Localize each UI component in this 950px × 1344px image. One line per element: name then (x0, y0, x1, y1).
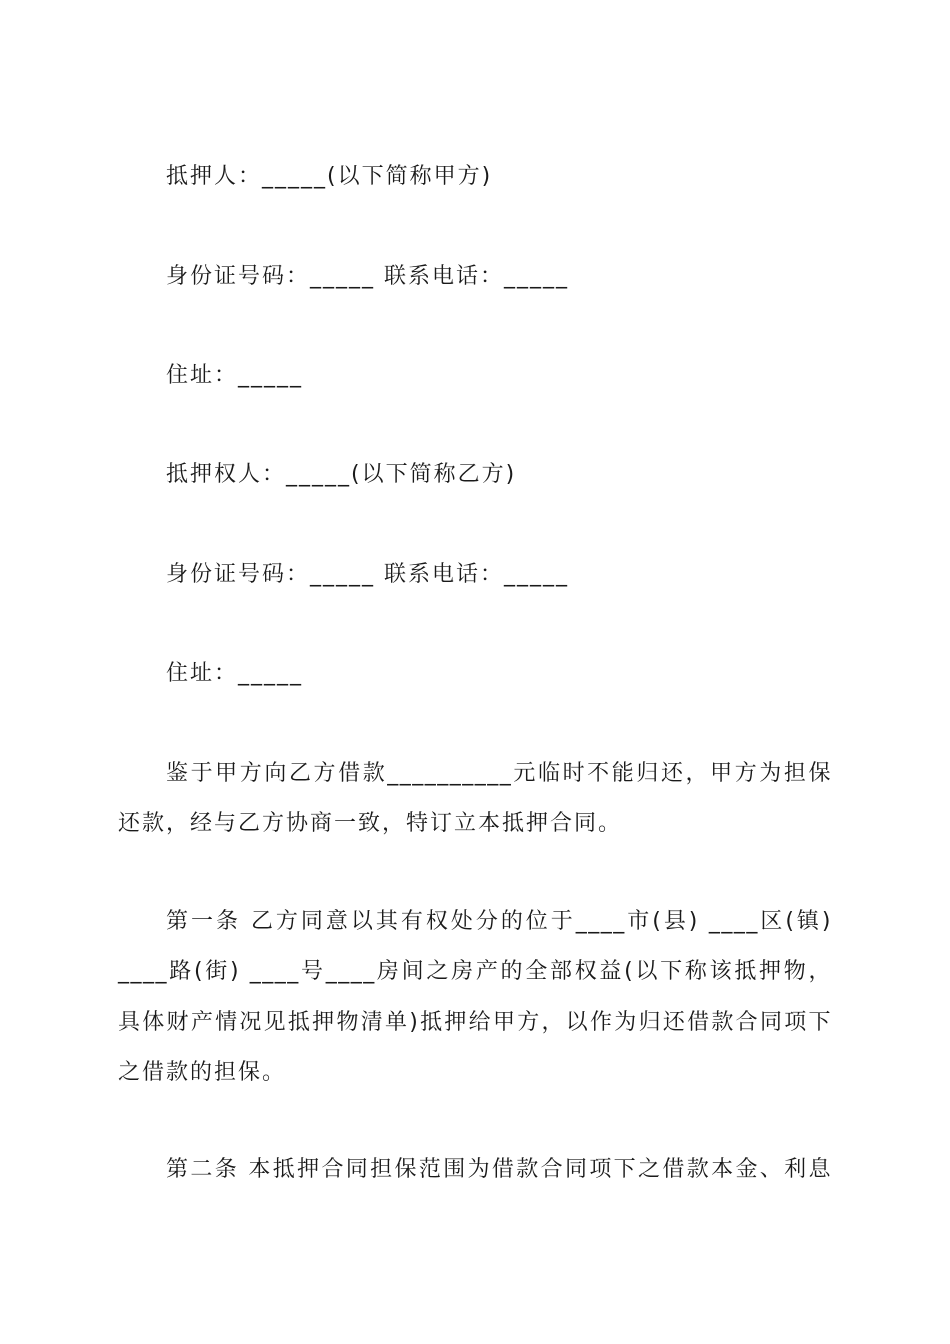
article-1-line-3: 具体财产情况见抵押物清单)抵押给甲方，以作为归还借款合同项下 (118, 1010, 832, 1035)
article-1-line-1: 第一条 乙方同意以其有权处分的位于____市(县) ____区(镇) (166, 909, 832, 934)
party-b-name-line: 抵押权人：_____(以下简称乙方) (166, 462, 517, 487)
party-b-address-line: 住址：_____ (166, 661, 304, 686)
article-1-line-2: ____路(街) ____号____房间之房产的全部权益(以下称该抵押物， (118, 959, 832, 984)
party-a-address-line: 住址：_____ (166, 363, 304, 388)
party-a-id-phone-line: 身份证号码：_____ 联系电话：_____ (166, 264, 569, 289)
article-1-line-4: 之借款的担保。 (118, 1060, 287, 1085)
party-a-name-line: 抵押人：_____(以下简称甲方) (166, 164, 493, 189)
preamble-line-1: 鉴于甲方向乙方借款__________元临时不能归还，甲方为担保 (166, 761, 832, 786)
party-b-id-phone-line: 身份证号码：_____ 联系电话：_____ (166, 562, 569, 587)
article-2-line-1: 第二条 本抵押合同担保范围为借款合同项下之借款本金、利息 (166, 1157, 832, 1182)
preamble-line-2: 还款，经与乙方协商一致，特订立本抵押合同。 (118, 811, 623, 836)
